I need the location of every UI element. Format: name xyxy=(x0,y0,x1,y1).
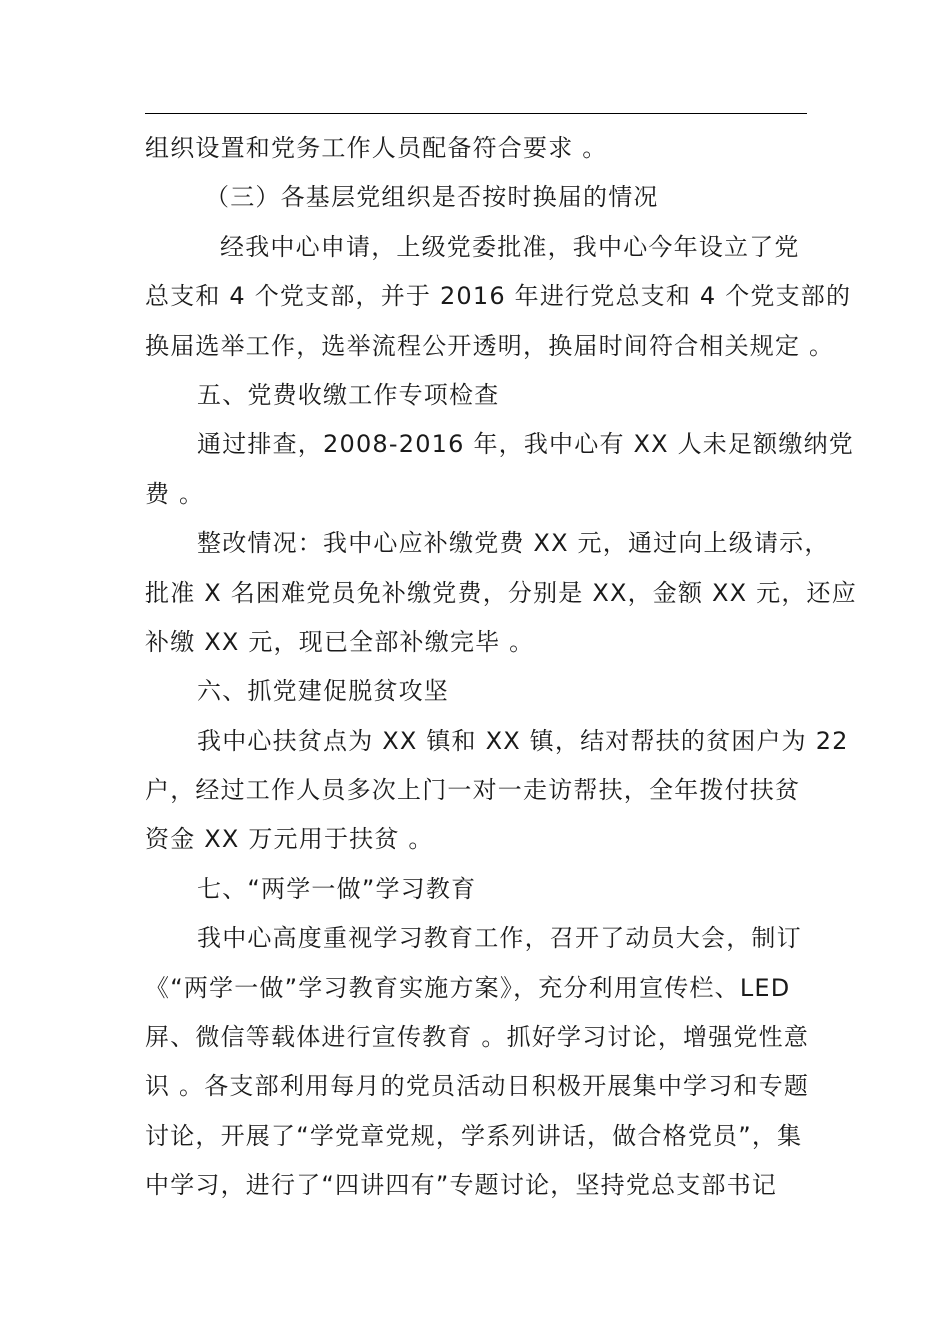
text-line: 我中心高度重视学习教育工作，召开了动员大会，制订 xyxy=(197,924,802,953)
text-line: 换届选举工作，选举流程公开透明，换届时间符合相关规定 。 xyxy=(145,331,835,360)
text-line: 中学习，进行了“四讲四有”专题讨论，坚持党总支部书记 xyxy=(145,1171,778,1200)
text-line: 整改情况：我中心应补缴党费 XX 元，通过向上级请示， xyxy=(197,529,830,558)
body-text xyxy=(145,124,857,1211)
text-line: 补缴 XX 元，现已全部补缴完毕 。 xyxy=(145,627,535,656)
section-heading: 六、抓党建促脱贫攻坚 xyxy=(197,677,449,706)
text-line: 总支和 4 个党支部，并于 2016 年进行党总支和 4 个党支部的 xyxy=(145,282,852,311)
text-line: 屏、微信等载体进行宣传教育 。抓好学习讨论，增强党性意 xyxy=(145,1023,810,1052)
section-heading: 五、党费收缴工作专项检查 xyxy=(197,380,500,409)
section-heading: （三）各基层党组织是否按时换届的情况 xyxy=(205,183,659,212)
text-line: 组织设置和党务工作人员配备符合要求 。 xyxy=(145,134,608,162)
text-line: 经我中心申请，上级党委批准，我中心今年设立了党 xyxy=(220,232,800,261)
text-line: 我中心扶贫点为 XX 镇和 XX 镇，结对帮扶的贫困户为 22 xyxy=(197,726,849,755)
text-line: 通过排查，2008-2016 年，我中心有 XX 人未足额缴纳党 xyxy=(197,430,854,459)
text-line: 户，经过工作人员多次上门一对一走访帮扶，全年拨付扶贫 xyxy=(145,776,801,805)
text-line: 《“两学一做”学习教育实施方案》，充分利用宣传栏、LED xyxy=(145,973,791,1002)
text-line: 讨论，开展了“学党章党规，学系列讲话，做合格党员”，集 xyxy=(145,1121,803,1150)
header-rule xyxy=(145,113,807,114)
section-heading: 七、“两学一做”学习教育 xyxy=(197,874,477,903)
text-line: 批准 X 名困难党员免补缴党费，分别是 XX，金额 XX 元，还应 xyxy=(145,578,857,607)
text-line: 资金 XX 万元用于扶贫 。 xyxy=(145,825,434,854)
text-line: 识 。各支部利用每月的党员活动日积极开展集中学习和专题 xyxy=(145,1072,810,1101)
text-line: 费 。 xyxy=(145,479,205,508)
